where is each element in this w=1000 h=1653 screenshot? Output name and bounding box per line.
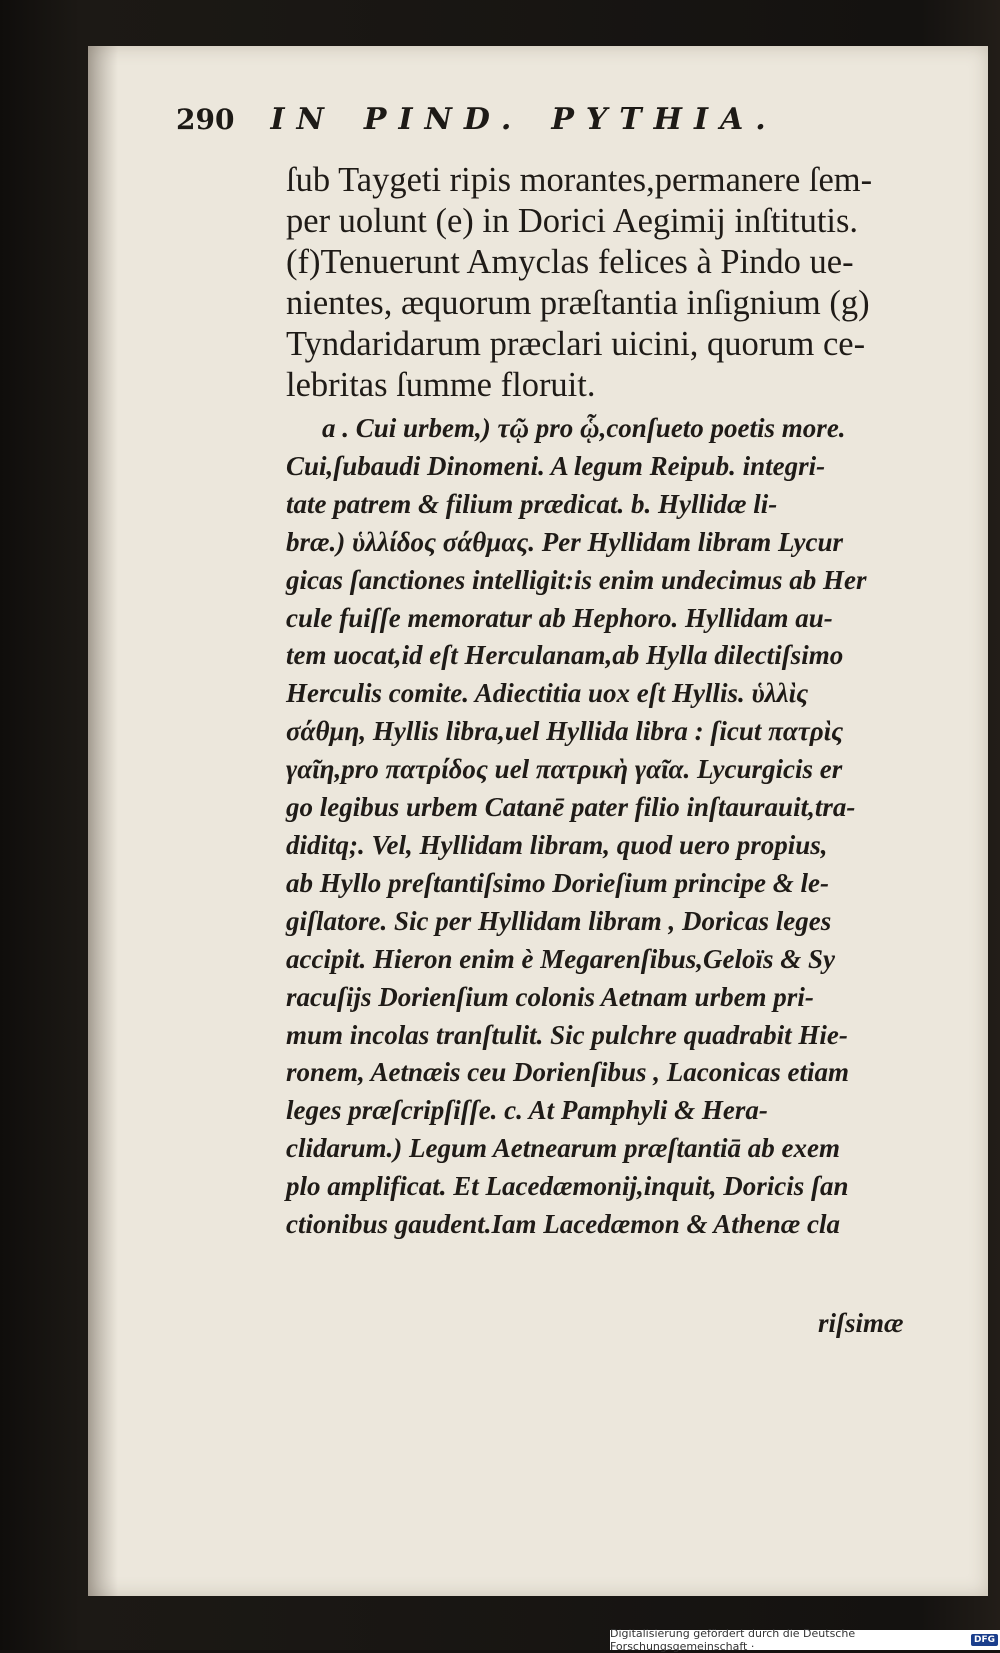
digitization-credit-bar xyxy=(610,1627,1000,1653)
commentary-line: leges præſcripſiſſe. c. At Pamphyli & Hera- xyxy=(286,1095,768,1126)
running-header xyxy=(176,102,778,152)
text-line: Tyndaridarum præclari uicini, quorum ce- xyxy=(286,325,866,363)
digitization-credit: Digitalisierung gefördert durch die Deutsche Forschungsgemeinschaft · xyxy=(610,1627,856,1653)
commentary-line: plo amplificat. Et Lacedæmonij,inquit, Doricis ſan xyxy=(286,1171,849,1202)
commentary-line: gicas ſanctiones intelligit:is enim undecimus ab Her xyxy=(286,564,867,595)
text-line: ſub Taygeti ripis morantes,permanere ſem- xyxy=(286,161,873,199)
commentary-line: Cui,ſubaudi Dinomeni. A legum Reipub. integri- xyxy=(286,450,826,481)
running-title-word: PYTHIA. xyxy=(551,102,778,137)
commentary-line: ctionibus gaudent.Iam Lacedæmon & Athenæ cla xyxy=(286,1209,841,1240)
running-title-word: IN xyxy=(270,102,336,137)
commentary-line: giſlatore. Sic per Hyllidam libram , Doricas leges xyxy=(286,905,832,936)
commentary-line: clidarum.) Legum Aetnearum præſtantiā ab exem xyxy=(286,1133,841,1164)
commentary-line: γαῖη,pro πατρίδος uel πατρικὴ γαῖα. Lycurgicis er xyxy=(286,754,843,785)
commentary-line: ab Hyllo preſtantiſsimo Dorieſium principe & le- xyxy=(286,867,829,898)
commentary-line: ronem, Aetnæis ceu Dorienſibus , Laconicas etiam xyxy=(286,1057,850,1088)
running-title-word: PIND. xyxy=(363,102,524,137)
commentary-line: a . Cui urbem,) τῷ pro ᾧ,conſueto poetis more. xyxy=(322,413,846,443)
commentary-line: go legibus urbem Catanē pater filio inſtaurauit,tra- xyxy=(286,792,856,823)
poem-paraphrase-text xyxy=(286,160,946,406)
dfg-logo: DFG xyxy=(971,1634,998,1646)
text-line: nientes, æquorum præſtantia inſignium (g) xyxy=(286,284,870,322)
commentary-line: mum incolas tranſtulit. Sic pulchre quadrabit Hie- xyxy=(286,1019,848,1050)
commentary-line: cule fuiſſe memoratur ab Hephoro. Hyllidam au- xyxy=(286,602,833,633)
commentary-line: bræ.) ὑλλίδος σάθμας. Per Hyllidam libram Lycur xyxy=(286,526,844,557)
commentary-line: racuſijs Dorienſium colonis Aetnam urbem pri- xyxy=(286,981,814,1012)
catchword: riſsimæ xyxy=(818,1308,904,1338)
text-line: per uolunt (e) in Dorici Aegimij inſtitutis. xyxy=(286,202,859,240)
page-number: 290 xyxy=(176,103,235,136)
commentary-line: Herculis comite. Adiectitia uox eſt Hyllis. ὑλλὶς xyxy=(286,678,809,709)
text-line: lebritas ſumme floruit. xyxy=(286,366,596,404)
text-line: (f)Tenuerunt Amyclas felices à Pindo ue- xyxy=(286,243,854,281)
gutter-shadow xyxy=(88,46,118,1596)
commentary-line: σάθμη, Hyllis libra,uel Hyllida libra : ſicut πατρὶς xyxy=(286,716,844,747)
commentary-line: diditq;. Vel, Hyllidam libram, quod uero propius, xyxy=(286,829,828,860)
commentary-text xyxy=(286,410,946,1244)
commentary-line: accipit. Hieron enim è Megarenſibus,Geloïs & Sy xyxy=(286,943,835,974)
commentary-line: tate patrem & filium prædicat. b. Hyllidæ li- xyxy=(286,488,778,519)
commentary-line: tem uocat,id eſt Herculanam,ab Hylla dilectiſsimo xyxy=(286,640,844,671)
